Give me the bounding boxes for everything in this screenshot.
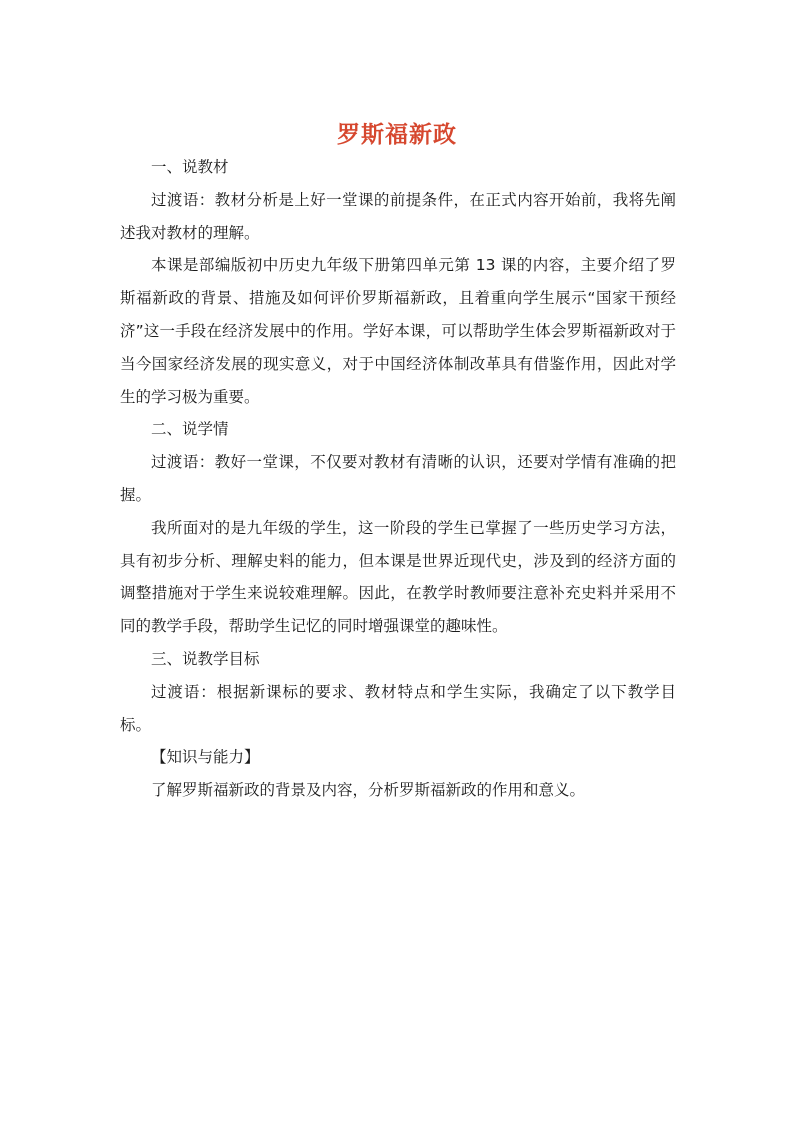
paragraph-knowledge-ability: 了解罗斯福新政的背景及内容，分析罗斯福新政的作用和意义。 bbox=[151, 781, 586, 800]
document-body bbox=[120, 151, 676, 807]
section-heading-students: 二、说学情 bbox=[151, 420, 229, 439]
paragraph-transition-objectives: 过渡语：根据新课标的要求、教材特点和学生实际，我确定了以下教学目标。 bbox=[120, 682, 676, 734]
document-title: 罗斯福新政 bbox=[337, 122, 457, 149]
paragraph-transition-students: 过渡语：教好一堂课，不仅要对教材有清晰的认识，还要对学情有准确的把握。 bbox=[120, 453, 676, 504]
paragraph-students-content: 我所面对的是九年级的学生，这一阶段的学生已掌握了一些历史学习方法，具有初步分析、理解史料的能力，但本课是世界近现代史，涉及到的经济方面的调整措施对于学生来说较难理解。因此，在教学时教师要注意补充史料并采用不同的教学手段，帮助学生记忆的同时增强课堂的趣味性。 bbox=[120, 518, 676, 636]
paragraph-textbook-content: 本课是部编版初中历史九年级下册第四单元第 13 课的内容，主要介绍了罗斯福新政的背景、措施及如何评价罗斯福新政，且着重向学生展示“国家干预经济”这一手段在经济发展中的作用。学好本课，可以帮助学生体会罗斯福新政对于当今国家经济发展的现实意义，对于中国经济体制改革具有借鉴作用，因此对学生的学习极为重要。 bbox=[120, 256, 676, 406]
section-heading-objectives: 三、说教学目标 bbox=[151, 649, 260, 668]
subheading-knowledge-ability: 【知识与能力】 bbox=[151, 748, 260, 767]
paragraph-transition-textbook: 过渡语：教材分析是上好一堂课的前提条件，在正式内容开始前，我将先阐述我对教材的理解。 bbox=[120, 190, 676, 242]
section-heading-textbook: 一、说教材 bbox=[151, 158, 229, 176]
